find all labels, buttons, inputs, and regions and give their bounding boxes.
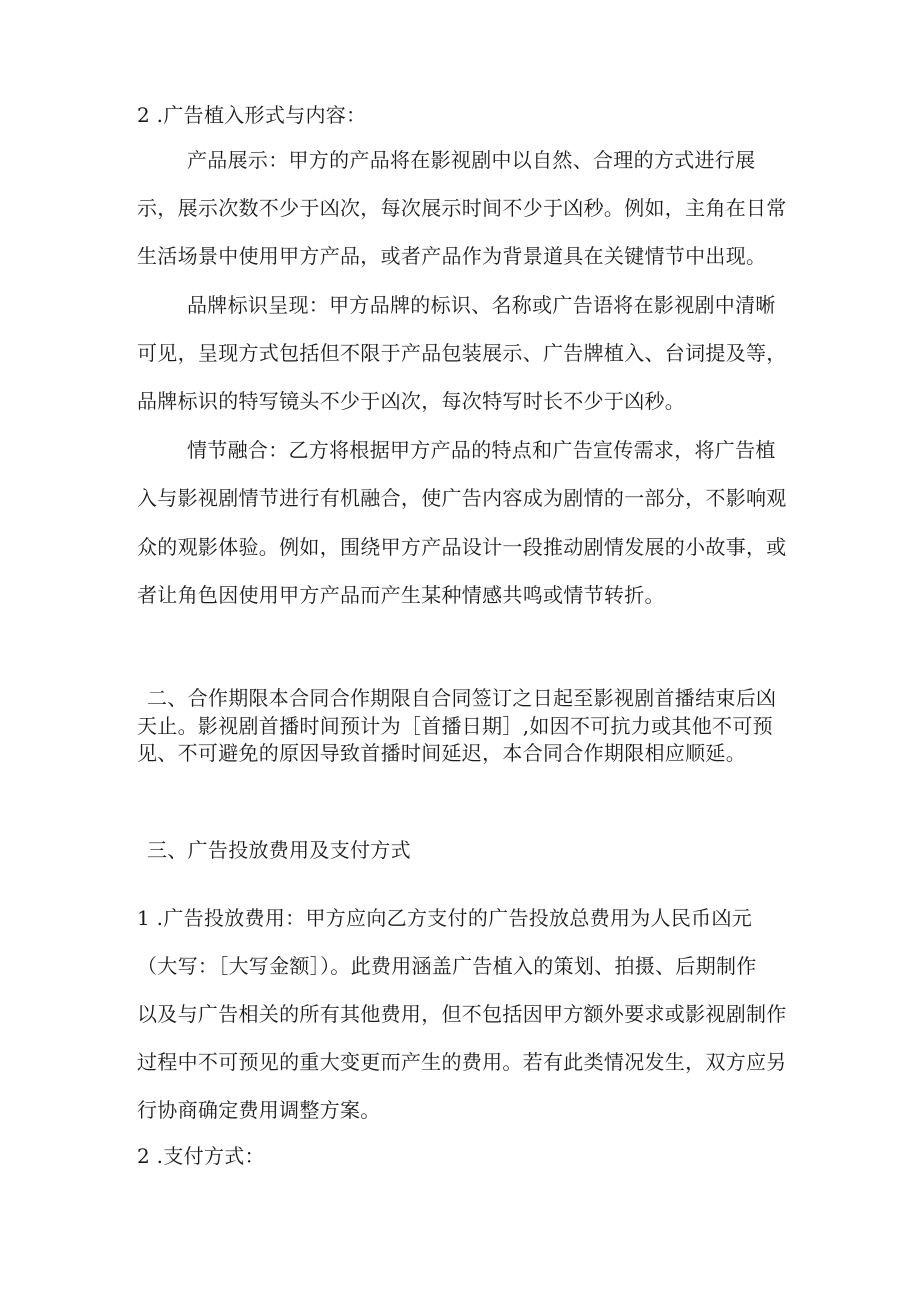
paragraph-ad-fee-line-4: 过程中不可预见的重大变更而产生的费用。若有此类情况发生，双方应另 — [137, 1050, 787, 1074]
paragraph-plot-integration-line-1: 情节融合：乙方将根据甲方产品的特点和广告宣传需求，将广告植 — [187, 438, 776, 462]
paragraph-ad-fee-line-3: 以及与广告相关的所有其他费用，但不包括因甲方额外要求或影视剧制作 — [137, 1002, 787, 1026]
paragraph-product-display-line-2: 示，展示次数不少于凶次，每次展示时间不少于凶秒。例如，主角在日常 — [137, 196, 787, 220]
section-cooperation-period-line-2: 天止。影视剧首播时间预计为［首播日期］,如因不可抗力或其他不可预 — [137, 714, 773, 738]
paragraph-brand-logo-line-1: 品牌标识呈现：甲方品牌的标识、名称或广告语将在影视剧中清晰 — [187, 293, 776, 317]
subsection-heading-payment-method: 2 .支付方式： — [137, 1144, 265, 1168]
paragraph-product-display-line-1: 产品展示：甲方的产品将在影视剧中以自然、合理的方式进行展 — [187, 148, 756, 172]
paragraph-product-display-line-3: 生活场景中使用甲方产品，或者产品作为背景道具在关键情节中出现。 — [137, 244, 767, 268]
paragraph-plot-integration-line-2: 入与影视剧情节进行有机融合，使广告内容成为剧情的一部分，不影响观 — [137, 486, 787, 510]
section-cooperation-period-line-1: 二、合作期限本合同合作期限自合同签订之日起至影视剧首播结束后凶 — [147, 686, 777, 710]
paragraph-brand-logo-line-2: 可见，呈现方式包括但不限于产品包装展示、广告牌植入、台词提及等， — [137, 341, 787, 365]
section-heading-ad-fee: 三、广告投放费用及支付方式 — [147, 838, 411, 862]
paragraph-ad-fee-line-1: 1 .广告投放费用：甲方应向乙方支付的广告投放总费用为人民币凶元 — [137, 906, 753, 930]
paragraph-ad-fee-line-2: （大写：［大写金额］）。此费用涵盖广告植入的策划、拍摄、后期制作 — [137, 954, 757, 978]
paragraph-plot-integration-line-3: 众的观影体验。例如，围绕甲方产品设计一段推动剧情发展的小故事，或 — [137, 535, 787, 559]
subsection-heading-ad-form: 2 .广告植入形式与内容： — [137, 103, 367, 127]
paragraph-ad-fee-line-5: 行协商确定费用调整方案。 — [137, 1098, 381, 1122]
paragraph-brand-logo-line-3: 品牌标识的特写镜头不少于凶次，每次特写时长不少于凶秒。 — [137, 389, 686, 413]
section-cooperation-period-line-3: 见、不可避免的原因导致首播时间延迟，本合同合作期限相应顺延。 — [137, 741, 746, 765]
paragraph-plot-integration-line-4: 者让角色因使用甲方产品而产生某种情感共鸣或情节转折。 — [137, 583, 665, 607]
